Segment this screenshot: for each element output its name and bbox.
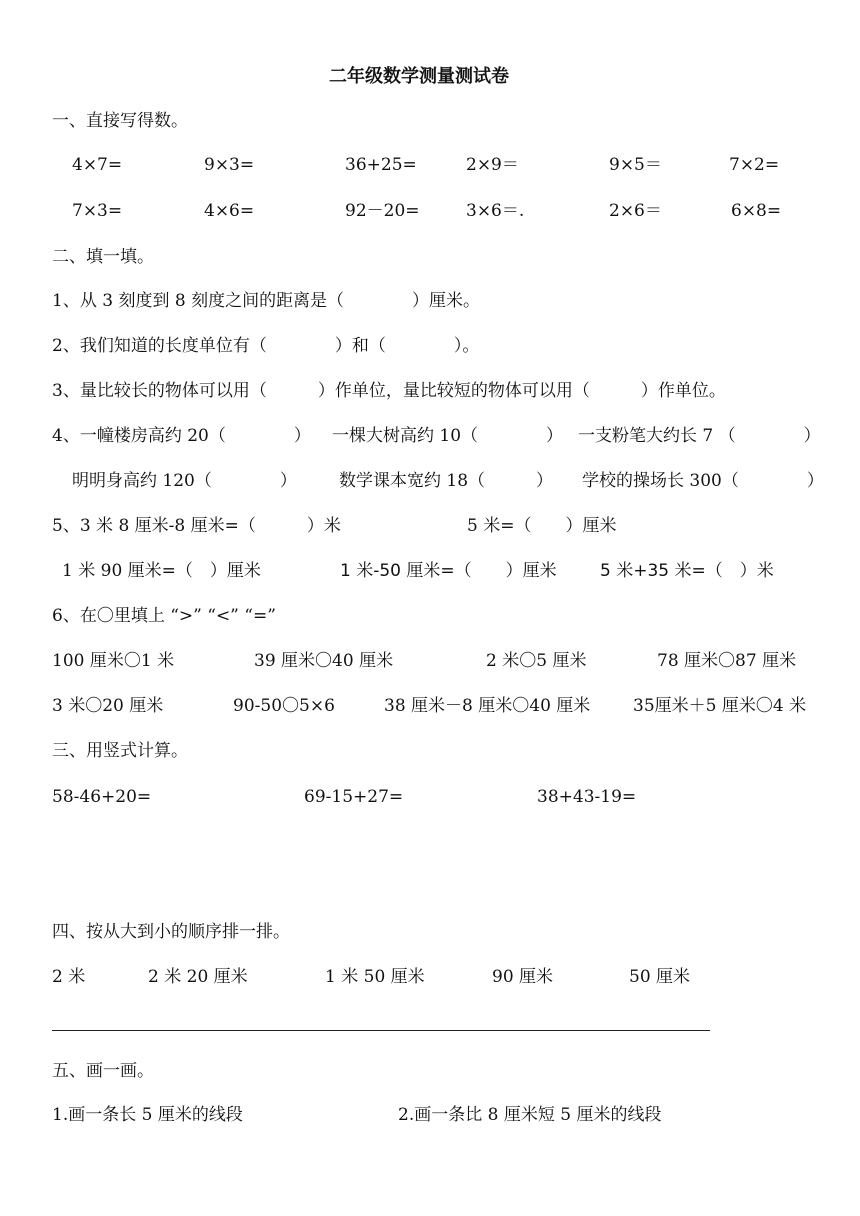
page-title: 二年级数学测量测试卷	[329, 66, 509, 87]
length-item: 1 米 50 厘米	[325, 967, 425, 987]
fill-question-4-item: 一支粉笔大约长 7 （ ）	[578, 426, 821, 446]
fill-question-1: 1、从 3 刻度到 8 刻度之间的距离是（ ）厘米。	[52, 291, 481, 311]
section-4-heading: 四、按从大到小的顺序排一排。	[52, 922, 290, 942]
length-item: 2 米	[52, 967, 86, 987]
oral-problem: 92－20=	[345, 201, 420, 221]
oral-problem: 2×6＝	[609, 201, 662, 221]
fill-question-5-item: 5 米=（ ）厘米	[467, 516, 617, 536]
oral-problem: 2×9＝	[466, 155, 519, 175]
vertical-calc-problem: 58-46+20=	[52, 787, 152, 807]
section-3-heading: 三、用竖式计算。	[52, 741, 188, 761]
draw-task: 1.画一条长 5 厘米的线段	[52, 1105, 243, 1125]
compare-item: 78 厘米〇87 厘米	[657, 651, 797, 671]
section-1-heading: 一、直接写得数。	[52, 111, 188, 131]
fill-question-6: 6、在〇里填上 “>” “<” “=”	[52, 606, 276, 626]
oral-problem: 3×6＝.	[466, 201, 525, 221]
oral-problem: 7×2=	[729, 155, 780, 175]
fill-question-2: 2、我们知道的长度单位有（ ）和（ ）。	[52, 336, 480, 356]
compare-item: 90-50〇5×6	[233, 696, 335, 716]
oral-problem: 7×3=	[72, 201, 123, 221]
answer-line	[52, 1030, 710, 1031]
oral-problem: 4×6=	[204, 201, 255, 221]
fill-question-5-item: 5、3 米 8 厘米-8 厘米=（ ）米	[52, 516, 341, 536]
vertical-calc-problem: 38+43-19=	[537, 787, 637, 807]
oral-problem: 9×5＝	[609, 155, 662, 175]
section-5-heading: 五、画一画。	[52, 1061, 154, 1081]
length-item: 90 厘米	[492, 967, 554, 987]
compare-item: 3 米〇20 厘米	[52, 696, 164, 716]
compare-item: 2 米〇5 厘米	[486, 651, 587, 671]
oral-problem: 6×8=	[731, 201, 782, 221]
length-item: 2 米 20 厘米	[148, 967, 248, 987]
oral-problem: 9×3=	[204, 155, 255, 175]
length-item: 50 厘米	[629, 967, 691, 987]
fill-question-4-item: 4、一幢楼房高约 20（ ）	[52, 426, 311, 446]
fill-question-3: 3、量比较长的物体可以用（ ）作单位，量比较短的物体可以用（ ）作单位。	[52, 381, 726, 401]
compare-item: 35厘米＋5 厘米〇4 米	[633, 696, 807, 716]
fill-question-5-item: 1 米 90 厘米=（ ）厘米	[62, 561, 261, 581]
compare-item: 100 厘米〇1 米	[52, 651, 175, 671]
compare-item: 38 厘米－8 厘米〇40 厘米	[384, 696, 591, 716]
fill-question-5-item: 5 米+35 米=（ ）米	[600, 561, 774, 581]
oral-problem: 36+25=	[345, 155, 417, 175]
fill-question-5-item: 1 米-50 厘米=（ ）厘米	[340, 561, 557, 581]
section-2-heading: 二、填一填。	[52, 247, 154, 267]
vertical-calc-problem: 69-15+27=	[304, 787, 404, 807]
oral-problem: 4×7=	[72, 155, 123, 175]
fill-question-4-item: 一棵大树高约 10（ ）	[332, 426, 564, 446]
fill-question-4-item: 明明身高约 120（ ）	[72, 471, 297, 491]
draw-task: 2.画一条比 8 厘米短 5 厘米的线段	[398, 1105, 662, 1125]
fill-question-4-item: 数学课本宽约 18（ ）	[339, 471, 554, 491]
fill-question-4-item: 学校的操场长 300（ ）	[582, 471, 824, 491]
compare-item: 39 厘米〇40 厘米	[254, 651, 394, 671]
